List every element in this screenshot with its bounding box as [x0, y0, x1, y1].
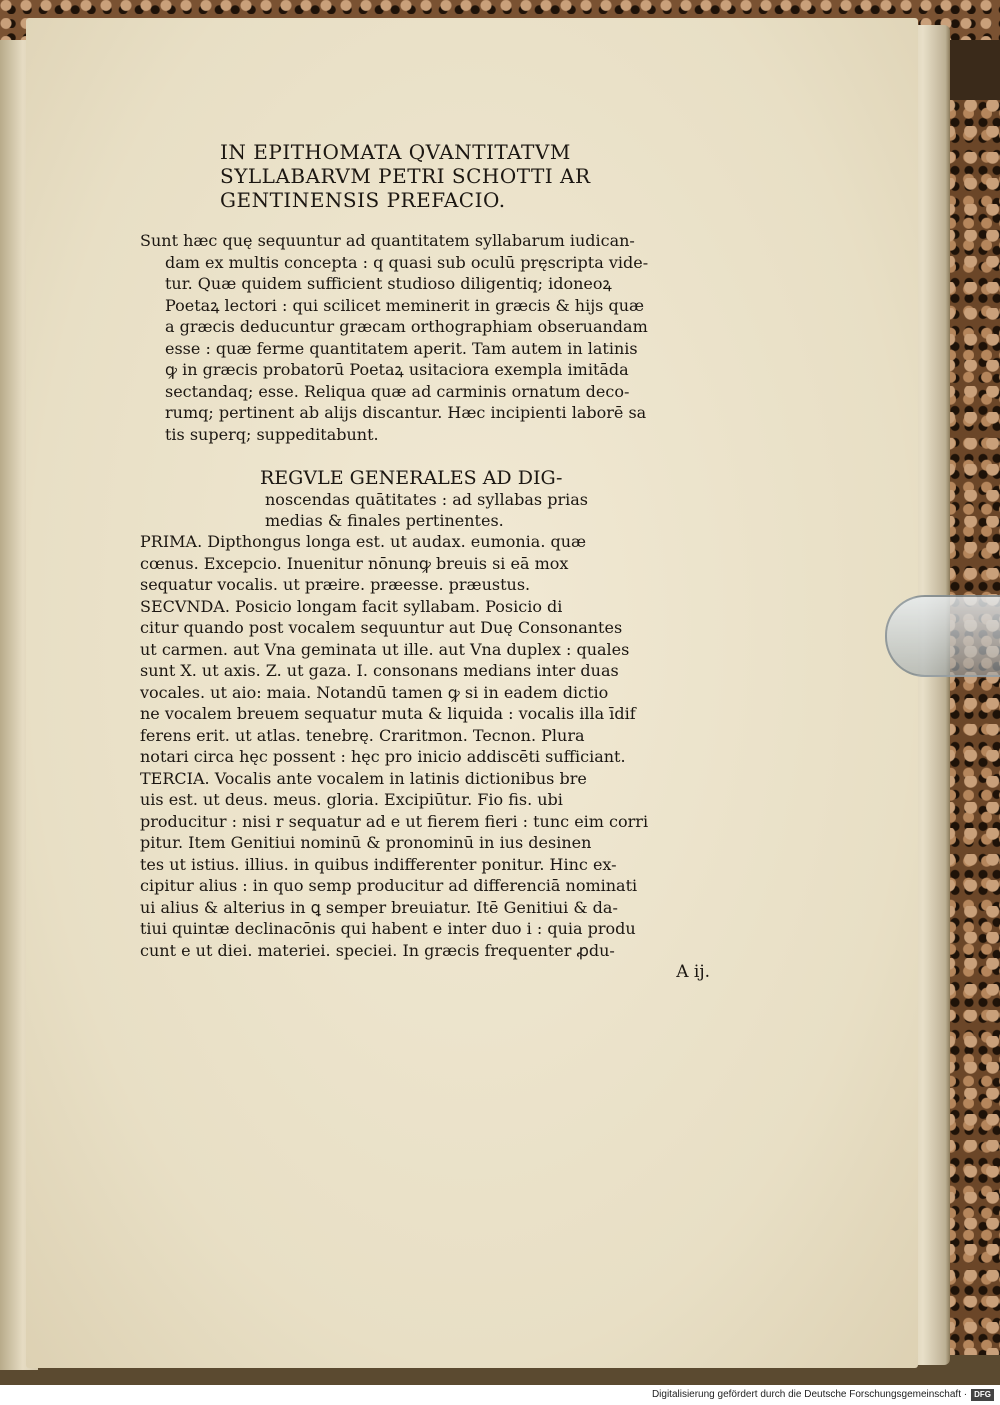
title-line: GENTINENSIS PREFACIO.: [220, 188, 506, 212]
text-line: vocales. ut aio: maia. Notandū tamen ꝙ si in eadem dictio: [140, 682, 609, 702]
text-line: dam ex multis concepta : q quasi sub oculū pręscripta vide-: [165, 252, 649, 272]
text-line: producitur : nisi r sequatur ad e ut fierem fieri : tunc eim corri: [140, 811, 649, 831]
text-line: rumq; pertinent ab alijs discantur. Hæc incipienti laborē sa: [165, 403, 647, 422]
text-line: TERCIA. Vocalis ante vocalem in latinis dictionibus bre: [140, 768, 587, 788]
text-line: cunt e ut diei. materiei. speciei. In græcis frequenter ꝓdu-: [140, 940, 615, 960]
text-line: sectandaq; esse. Reliqua quæ ad carminis ornatum deco-: [165, 381, 630, 401]
text-line: uis est. ut deus. meus. gloria. Excipiūtur. Fio fis. ubi: [140, 790, 563, 809]
page-clip: [885, 595, 1000, 677]
text-line: ꝙ in græcis probatorū Poetaꝝ usitaciora exempla imitāda: [165, 360, 629, 379]
dfg-logo: DFG: [971, 1389, 994, 1401]
text-line: citur quando post vocalem sequuntur aut Duę Consonantes: [140, 618, 623, 637]
text-line: tis superq; suppeditabunt.: [165, 424, 379, 444]
text-line: SECVNDA. Posicio longam facit syllabam. Posicio di: [140, 596, 563, 616]
text-line: tiui quintæ declinacōnis qui habent e inter duo i : quia produ: [140, 919, 636, 938]
page-title: [220, 140, 680, 212]
text-line: esse : quæ ferme quantitatem aperit. Tam autem in latinis: [165, 338, 638, 358]
text-line: sequatur vocalis. ut præire. præesse. præustus.: [140, 575, 531, 594]
title-line: IN EPITHOMATA QVANTITATVM: [220, 140, 571, 164]
text-line: sunt X. ut axis. Z. ut gaza. I. consonans medians inter duas: [140, 661, 619, 680]
text-line: ne vocalem breuem sequatur muta & liquida : vocalis illa īdif: [140, 704, 636, 723]
text-line: Sunt hæc quę sequuntur ad quantitatem syllabarum iudican-: [140, 231, 635, 250]
text-line: cipitur alius : in quo semp producitur ad differenciā nominati: [140, 876, 638, 895]
signature-mark: A ij.: [676, 962, 710, 982]
text-line: pitur. Item Genitiui nominū & pronominū in ius desinen: [140, 833, 592, 852]
text-line: a græcis deducuntur græcam orthographiam obseruandam: [165, 317, 648, 336]
title-line: SYLLABARVM PETRI SCHOTTI AR: [220, 164, 591, 188]
rules-heading-line: medias & finales pertinentes.: [265, 511, 504, 530]
rules-heading-line: noscendas quātitates : ad syllabas prias: [265, 490, 588, 509]
text-line: ut carmen. aut Vna geminata ut ille. aut Vna duplex : quales: [140, 639, 630, 659]
text-line: tes ut istius. illius. in quibus indifferenter ponitur. Hinc ex-: [140, 854, 617, 874]
rules-heading: REGVLE GENERALES AD DIG-: [260, 467, 563, 489]
text-line: ferens erit. ut atlas. tenebrę. Craritmon. Tecnon. Plura: [140, 725, 585, 745]
funding-credit: Digitalisierung gefördert durch die Deutsche Forschungsgemeinschaft ·: [651, 1389, 968, 1400]
text-line: notari circa hęc possent : hęc pro inicio addiscēti sufficiant.: [140, 747, 626, 766]
footer-bar: [0, 1385, 1000, 1405]
preface-paragraph: [140, 230, 720, 445]
text-line: PRIMA. Dipthongus longa est. ut audax. eumonia. quæ: [140, 532, 587, 551]
text-line: cœnus. Excepcio. Inuenitur nōnunꝙ breuis si eā mox: [140, 553, 569, 573]
rules-paragraph: [140, 531, 720, 961]
page-text: [140, 140, 720, 983]
text-line: ui alius & alterius in ꝗ semper breuiatur. Itē Genitiui & da-: [140, 897, 618, 917]
text-line: tur. Quæ quidem sufficient studioso diligentiq; idoneoꝝ: [165, 274, 612, 293]
text-line: Poetaꝝ lectori : qui scilicet meminerit in græcis & hijs quæ: [165, 295, 645, 315]
